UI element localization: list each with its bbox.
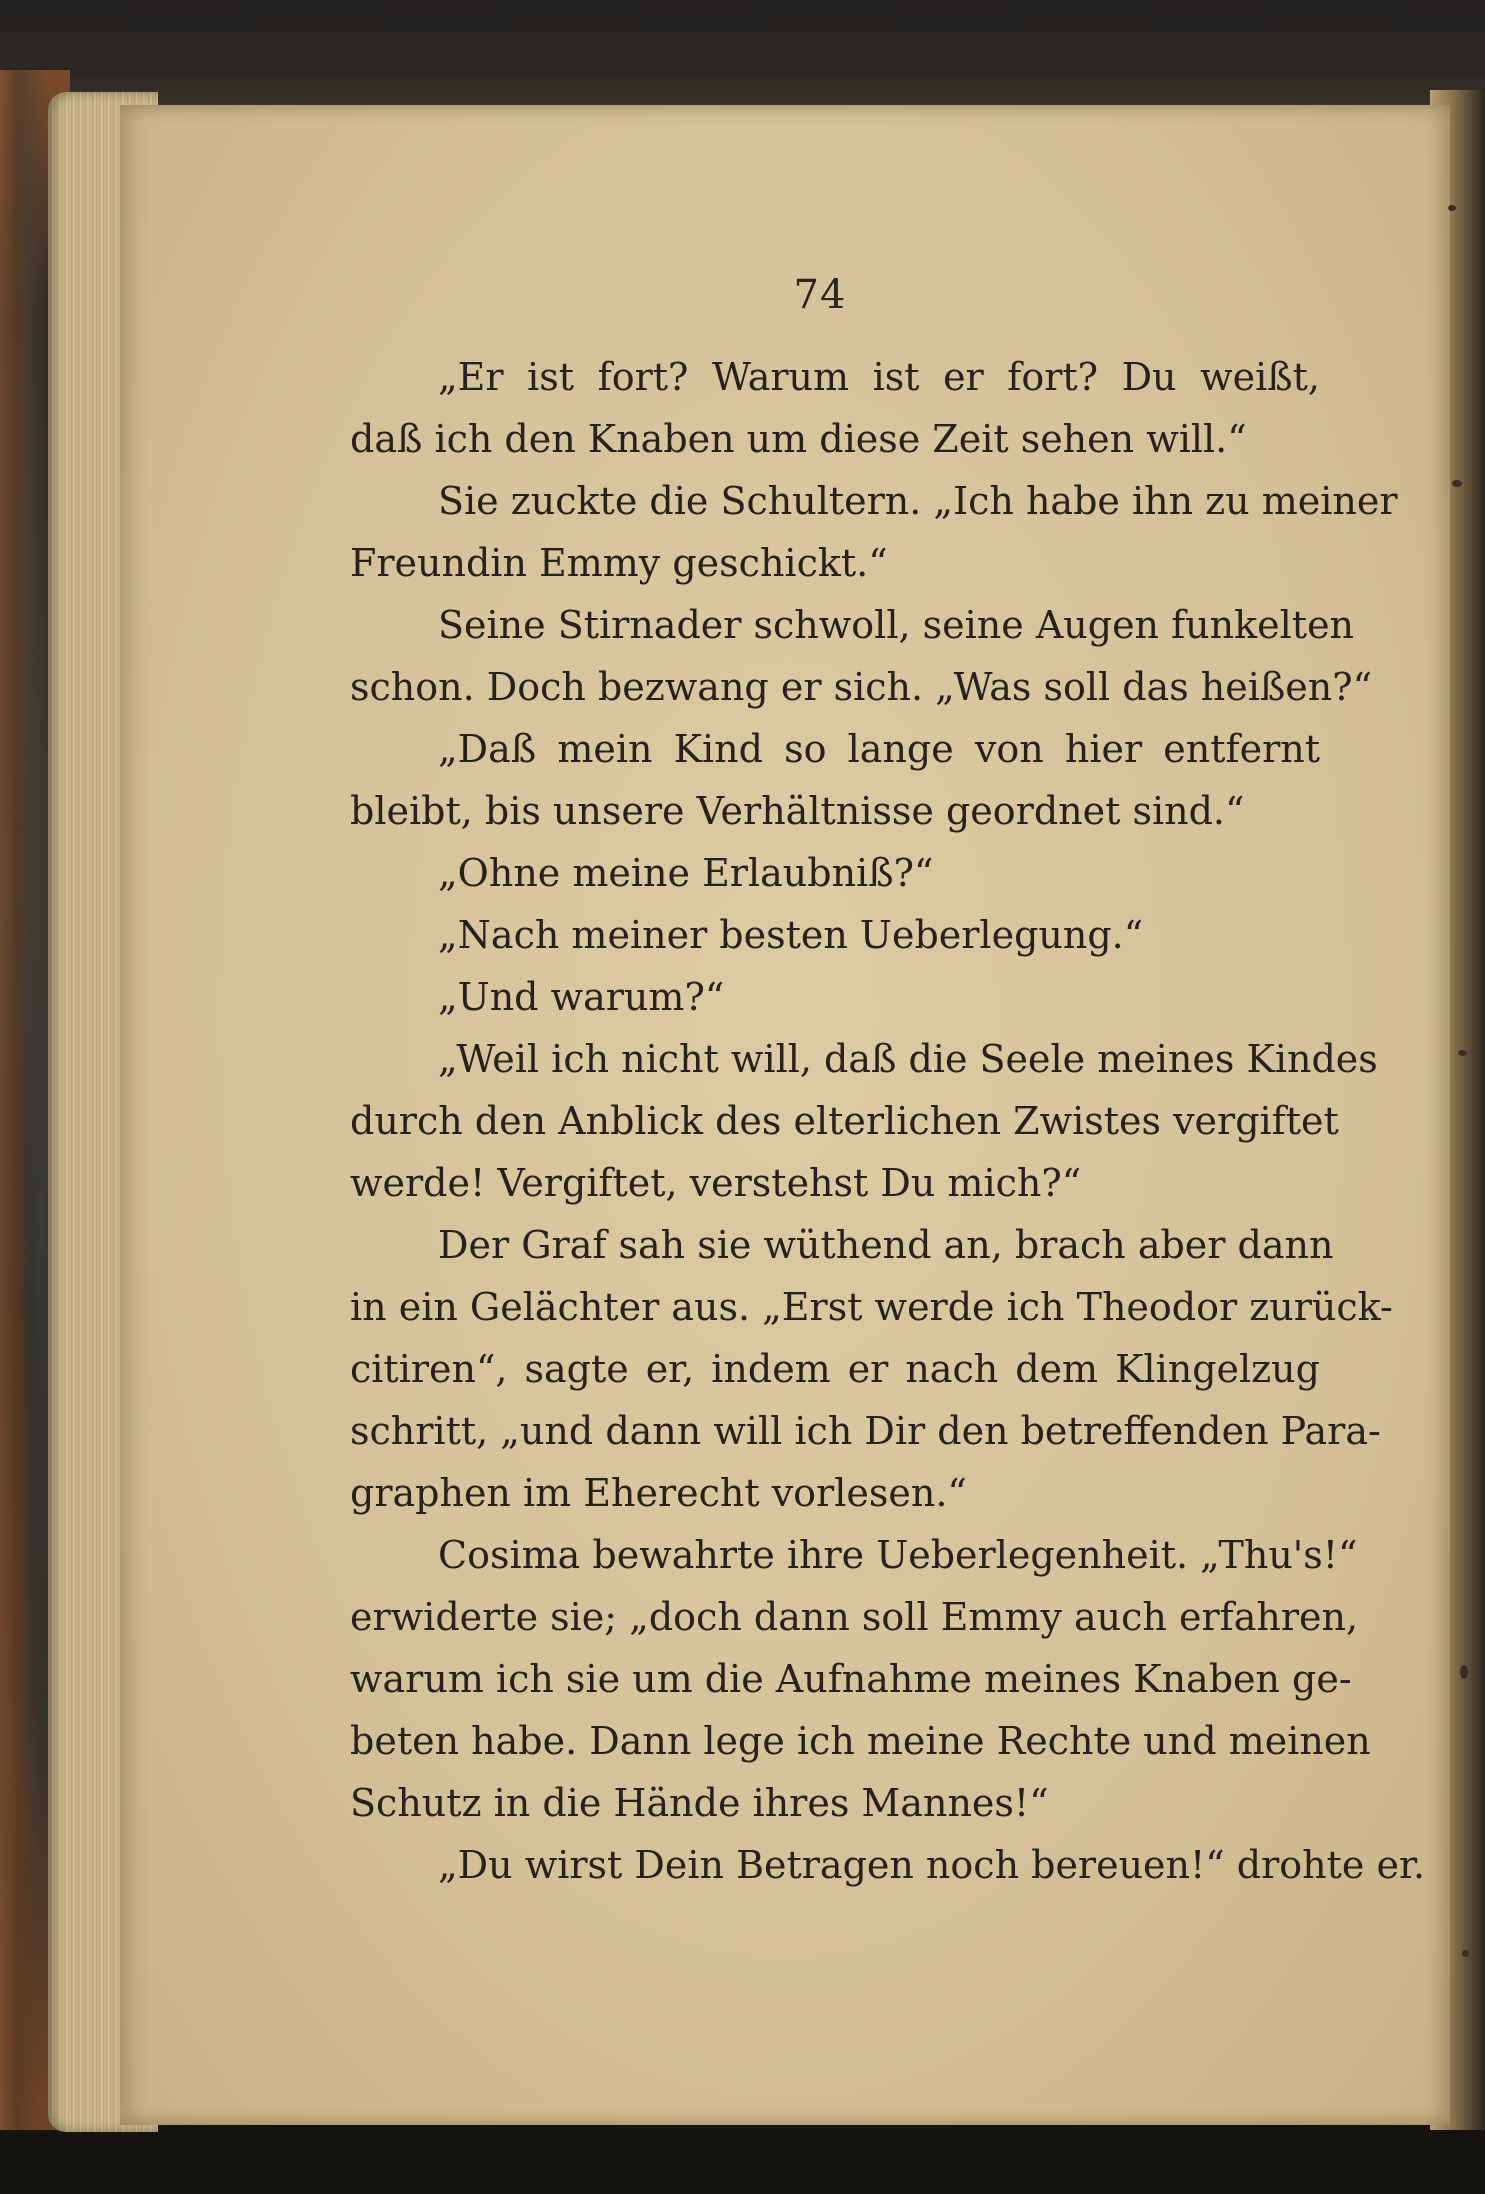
text-line: schritt, „und dann will ich Dir den betreffenden Para-	[350, 1409, 1381, 1453]
text-line: warum ich sie um die Aufnahme meines Knaben ge-	[350, 1657, 1352, 1701]
paper-speck	[1458, 1050, 1467, 1056]
text-line: Sie zuckte die Schultern. „Ich habe ihn zu meiner	[438, 479, 1398, 523]
text-line: citiren“, sagte er, indem er nach dem Klingelzug	[350, 1347, 1320, 1391]
text-line: „Weil ich nicht will, daß die Seele meines Kindes	[438, 1037, 1378, 1081]
text-line: durch den Anblick des elterlichen Zwistes vergiftet	[350, 1099, 1339, 1143]
text-line: Der Graf sah sie wüthend an, brach aber dann	[438, 1223, 1334, 1267]
text-line: werde! Vergiftet, verstehst Du mich?“	[350, 1161, 1082, 1205]
paper-speck	[1462, 1950, 1469, 1957]
book-cover-edge	[0, 70, 28, 2130]
background-board-bottom	[0, 2120, 1485, 2194]
paper-speck	[1452, 480, 1462, 487]
text-line: „Du wirst Dein Betragen noch bereuen!“ drohte er.	[438, 1843, 1426, 1887]
text-line: bleibt, bis unsere Verhältnisse geordnet sind.“	[350, 789, 1245, 833]
text-line: in ein Gelächter aus. „Erst werde ich Theodor zurück-	[350, 1285, 1393, 1329]
text-line: beten habe. Dann lege ich meine Rechte und meinen	[350, 1719, 1371, 1763]
text-line: Freundin Emmy geschickt.“	[350, 541, 888, 585]
text-line: „Er ist fort? Warum ist er fort? Du weißt,	[438, 355, 1320, 399]
page-number: 74	[793, 272, 847, 318]
text-line: schon. Doch bezwang er sich. „Was soll das heißen?“	[350, 665, 1373, 709]
paper-speck	[1448, 205, 1456, 211]
text-line: daß ich den Knaben um diese Zeit sehen will.“	[350, 417, 1247, 461]
text-line: erwiderte sie; „doch dann soll Emmy auch erfahren,	[350, 1595, 1359, 1639]
text-line: „Ohne meine Erlaubniß?“	[438, 851, 934, 895]
text-line: Schutz in die Hände ihres Mannes!“	[350, 1781, 1049, 1825]
background-board-top	[0, 0, 1485, 105]
body-text	[350, 346, 1426, 1896]
text-line: graphen im Eherecht vorlesen.“	[350, 1471, 967, 1515]
text-line: „Nach meiner besten Ueberlegung.“	[438, 913, 1144, 957]
text-line: „Daß mein Kind so lange von hier entfernt	[438, 727, 1320, 771]
paper-speck	[1460, 1665, 1468, 1679]
text-line: „Und warum?“	[438, 975, 725, 1019]
text-line: Cosima bewahrte ihre Ueberlegenheit. „Thu's!“	[438, 1533, 1358, 1577]
text-line: Seine Stirnader schwoll, seine Augen funkelten	[438, 603, 1355, 647]
